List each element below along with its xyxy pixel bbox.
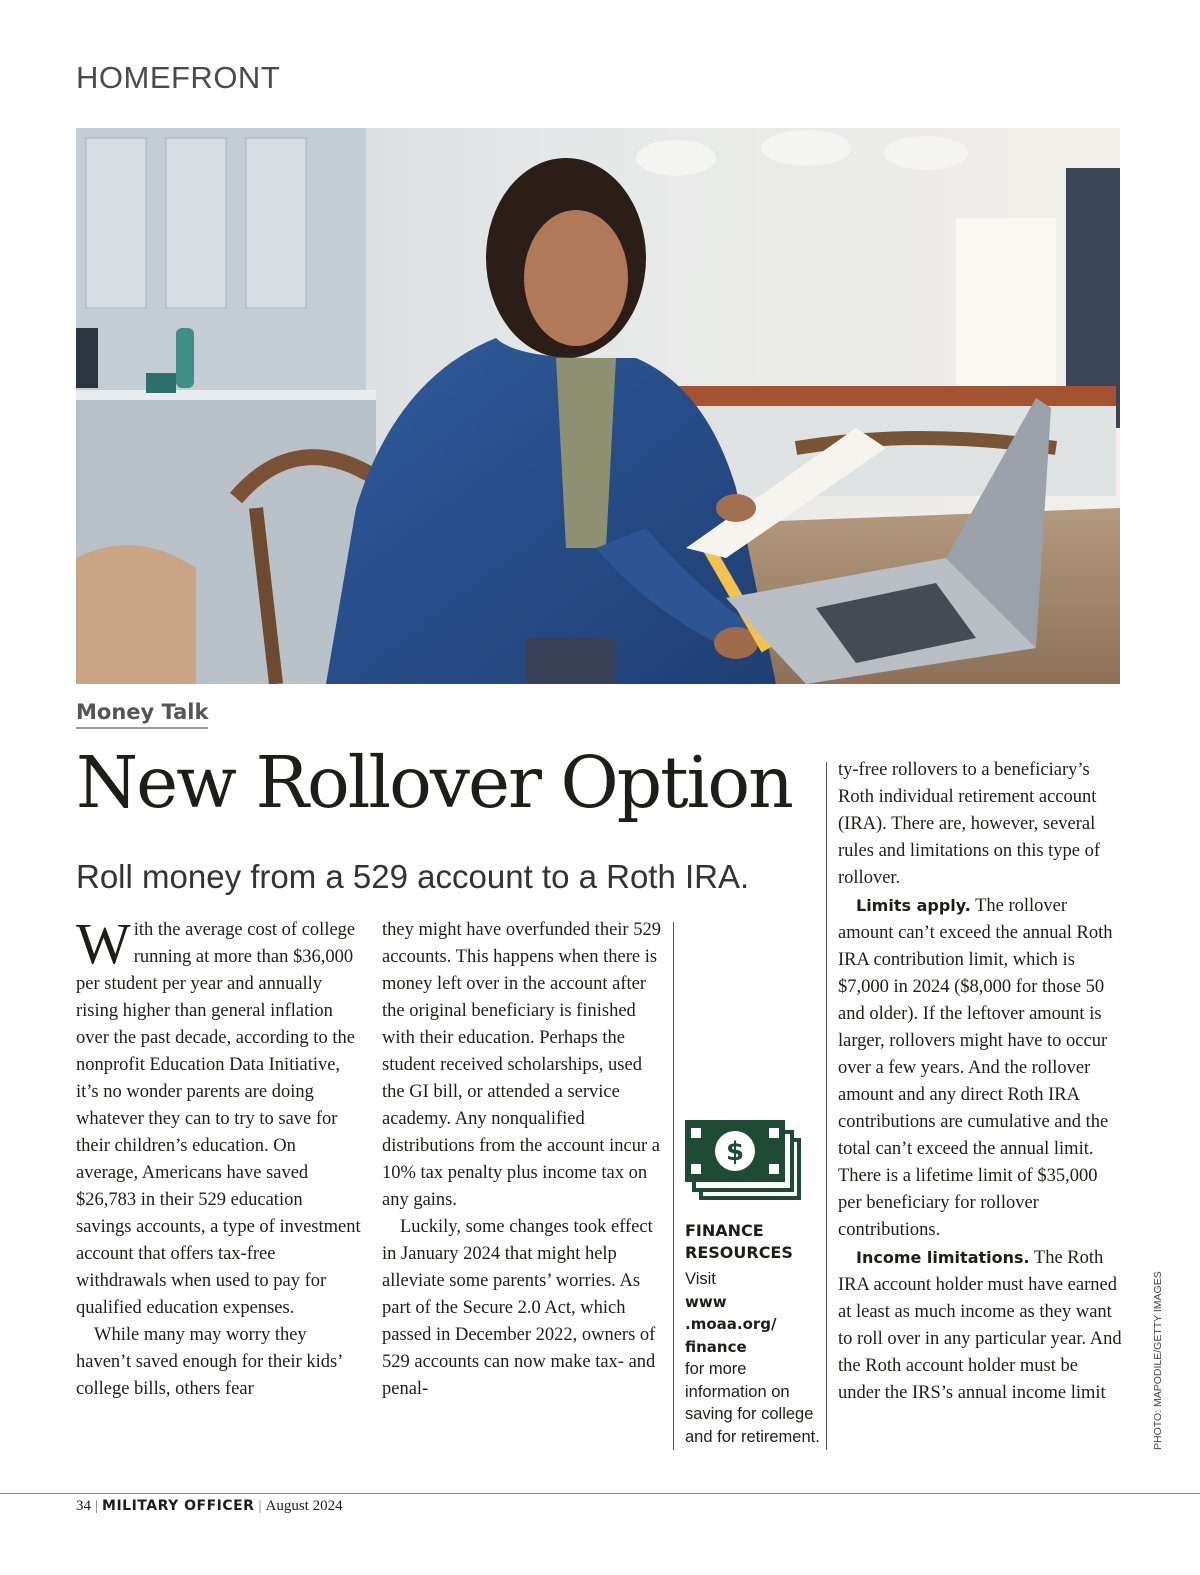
paragraph: While many may worry they haven’t saved enough for their kids’ college bills, others fear xyxy=(76,1325,342,1399)
article-column-1 xyxy=(76,911,361,1403)
subhead-income: Income limitations. xyxy=(856,1248,1030,1267)
money-bills-icon xyxy=(685,1120,803,1202)
headline: New Rollover Option xyxy=(76,741,792,824)
photo-credit: PHOTO: MAPODILE/GETTY IMAGES xyxy=(1152,1271,1164,1450)
svg-text:$: $ xyxy=(725,1137,745,1167)
page-number: 34 xyxy=(76,1498,91,1514)
paragraph: ty-free rollovers to a beneficiary’s Roth individual retirement account (IRA). There are, however, several rules and limitations on this type of rollover. xyxy=(838,760,1101,888)
magazine-name: MILITARY OFFICER xyxy=(102,1498,255,1514)
sidebar-body xyxy=(685,1268,820,1448)
sidebar-visit: Visit xyxy=(685,1270,716,1288)
column-divider xyxy=(673,922,674,1450)
photo-illustration xyxy=(76,128,1120,684)
paragraph xyxy=(838,1244,1123,1407)
paragraph: Luckily, some changes took effect in January 2024 that might help alleviate some parents’ worries. As part of the Secure 2.0 Act, which passed in December 2022, owners of 529 accounts can now make tax- and penal- xyxy=(382,1217,656,1399)
page-footer xyxy=(76,1498,343,1515)
kicker: Money Talk xyxy=(76,700,208,729)
footer-rule xyxy=(0,1493,1200,1494)
drop-cap: W xyxy=(76,911,131,976)
separator: | xyxy=(258,1498,262,1514)
paragraph-text: The Roth IRA account holder must have earned at least as much income as they want to roll over in any particular year. And the Roth account holder must be under the IRS’s annual income limit xyxy=(838,1248,1122,1403)
separator: | xyxy=(95,1498,99,1514)
dek: Roll money from a 529 account to a Roth IRA. xyxy=(76,858,750,895)
paragraph-text: The rollover amount can’t exceed the annual Roth IRA contribution limit, which is $7,000 in 2024 ($8,000 for those 50 and older). If the leftover amount is larger, rollovers might have to occur over a few years. And the rollover amount and any direct Roth IRA contributions are cumulative and the total can’t exceed the annual limit. There is a lifetime limit of $35,000 per beneficiary for rollover contributions. xyxy=(838,896,1113,1240)
finance-link[interactable]: www .moaa.org/ finance xyxy=(685,1292,777,1356)
paragraph-text: ith the average cost of college running at more than $36,000 per student per year and annually rising higher than general inflation over the past decade, according to the nonprofit Education Data Initiative, it’s no wonder parents are doing whatever they can to try to save for their children’s education. On average, Americans have saved $26,783 in their 529 education savings accounts, a type of investment account that offers tax-free withdrawals when used to pay for qualified education expenses. xyxy=(76,920,361,1318)
column-divider xyxy=(826,762,827,1450)
paragraph xyxy=(838,892,1123,1244)
subhead-limits: Limits apply. xyxy=(856,896,971,915)
paragraph xyxy=(76,911,361,1322)
finance-resources-sidebar xyxy=(685,1120,820,1448)
hero-photo xyxy=(76,128,1120,684)
article-column-2 xyxy=(382,917,662,1403)
article-column-3 xyxy=(838,757,1123,1407)
issue-date: August 2024 xyxy=(265,1498,343,1514)
sidebar-title: FINANCE RESOURCES xyxy=(685,1221,793,1262)
sidebar-rest: for more information on saving for college and for retirement. xyxy=(685,1360,820,1446)
section-label: HOMEFRONT xyxy=(76,60,281,95)
paragraph: they might have overfunded their 529 accounts. This happens when there is money left over in the account after the original beneficiary is finished with their education. Perhaps the student received scholarships, used the GI bill, or attended a service academy. Any nonqualified distributions from the account incur a 10% tax penalty plus income tax on any gains. xyxy=(382,920,661,1210)
